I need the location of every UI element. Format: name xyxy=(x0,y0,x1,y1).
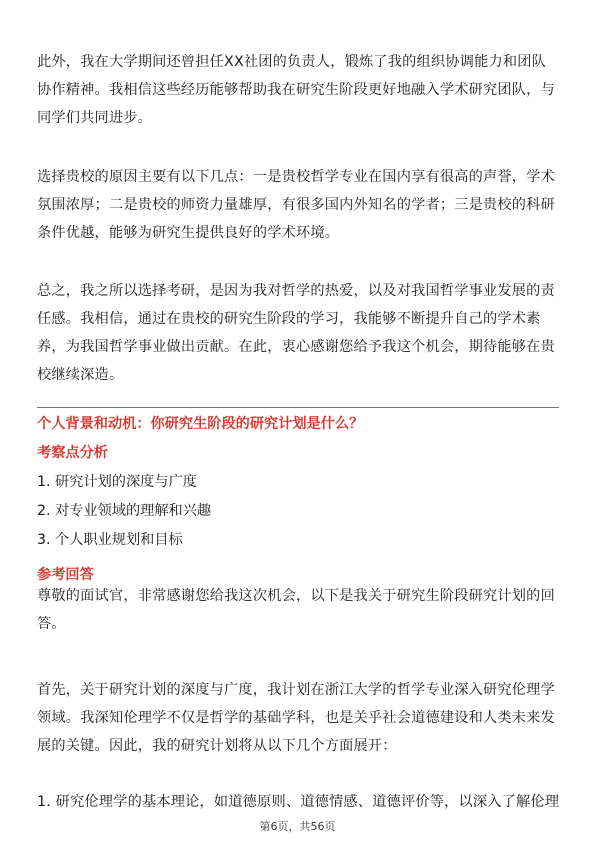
analysis-point-1: 1. 研究计划的深度与广度 xyxy=(37,474,197,490)
analysis-point-3: 3. 个人职业规划和目标 xyxy=(37,532,183,548)
answer-heading: 参考回答 xyxy=(37,567,94,583)
page-number: 第6页，共56页 xyxy=(259,820,336,833)
analysis-heading: 考察点分析 xyxy=(37,445,108,461)
answer-greeting: 尊敬的面试官，非常感谢您给我这次机会，以下是我关于研究生阶段研究计划的回答。 xyxy=(37,588,555,632)
question-title: 个人背景和动机：你研究生阶段的研究计划是什么？ xyxy=(37,416,364,432)
answer-item-1: 1. 研究伦理学的基本理论，如道德原则、道德情感、道德评价等，以深入了解伦理 xyxy=(37,794,559,810)
analysis-point-2: 2. 对专业领域的理解和兴趣 xyxy=(37,503,212,519)
answer-research-scope: 首先，关于研究计划的深度与广度，我计划在浙江大学的哲学专业深入研究伦理学领域。我深知伦理学不仅是哲学的基础学科，也是关乎社会道德建设和人类未来发展的关键。因此，我的研究计划将从以下几个方面展开： xyxy=(37,682,555,754)
paragraph-conclusion: 总之，我之所以选择考研，是因为我对哲学的热爱，以及对我国哲学事业发展的责任感。我相信，通过在贵校的研究生阶段的学习，我能够不断提升自己的学术素养，为我国哲学事业做出贡献。在此，衷心感谢您给予我这个机会，期待能够在贵校继续深造。 xyxy=(37,283,555,383)
paragraph-school-reasons: 选择贵校的原因主要有以下几点：一是贵校哲学专业在国内享有很高的声誉，学术氛围浓厚；二是贵校的师资力量雄厚，有很多国内外知名的学者；三是贵校的科研条件优越，能够为研究生提供良好的学术环境。 xyxy=(37,169,555,241)
section-divider xyxy=(37,407,559,408)
paragraph-extracurricular: 此外，我在大学期间还曾担任XX社团的负责人，锻炼了我的组织协调能力和团队协作精神。我相信这些经历能够帮助我在研究生阶段更好地融入学术研究团队，与同学们共同进步。 xyxy=(37,54,555,126)
